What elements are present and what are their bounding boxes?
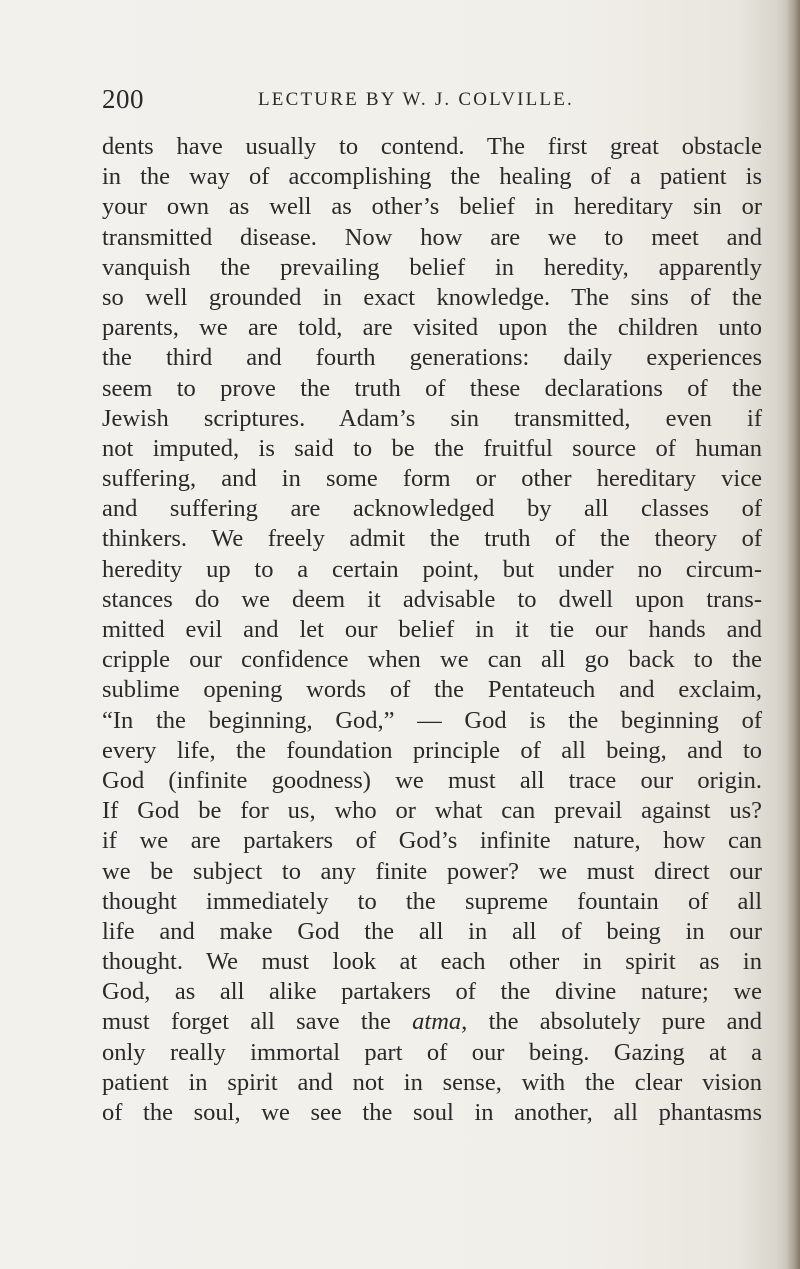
text-line: God (infinite goodness) we must all trace our origin.: [102, 766, 762, 794]
text-line: mitted evil and let our belief in it tie our hands and: [102, 616, 762, 643]
text-line: so well grounded in exact knowledge. The sins of the: [102, 283, 762, 311]
text-line: transmitted disease. Now how are we to meet and: [102, 223, 762, 251]
page-edge-shadow: [786, 0, 800, 1269]
text-line: dents have usually to contend. The first great obstacle: [102, 133, 762, 160]
text-line: not imputed, is said to be the fruitful source of human: [102, 434, 762, 462]
text-line: “In the beginning, God,” — God is the beginning of: [102, 706, 762, 734]
text-line: patient in spirit and not in sense, with the clear vision: [102, 1068, 762, 1096]
text-line: Jewish scriptures. Adam’s sin transmitted, even if: [102, 404, 762, 432]
text-line: of the soul, we see the soul in another, all phantasms: [102, 1099, 762, 1126]
text-line: heredity up to a certain point, but under no circum-: [102, 555, 762, 583]
text-line: every life, the foundation principle of all being, and to: [102, 736, 762, 764]
page-number: 200: [102, 84, 144, 114]
text-line: suffering, and in some form or other hereditary vice: [102, 465, 762, 493]
text-line: vanquish the prevailing belief in heredity, apparently: [102, 253, 762, 281]
italic-word-atma: atma,: [412, 1008, 468, 1036]
running-header: [102, 84, 762, 120]
text-line: sublime opening words of the Pentateuch and exclaim,: [102, 676, 762, 704]
text-line: thought. We must look at each other in spirit as in: [102, 948, 762, 976]
text-line: cripple our confidence when we can all go back to the: [102, 646, 762, 674]
text-line-mixed: [102, 1007, 762, 1037]
text-line: if we are partakers of God’s infinite nature, how can: [102, 827, 762, 855]
text-line: seem to prove the truth of these declarations of the: [102, 374, 762, 402]
text-line: only really immortal part of our being. Gazing at a: [102, 1038, 762, 1066]
text-line: in the way of accomplishing the healing of a patient is: [102, 163, 762, 191]
body-text: [102, 132, 762, 1128]
text-line: life and make God the all in all of being in our: [102, 917, 762, 945]
text-line: the third and fourth generations: daily experiences: [102, 344, 762, 372]
text-segment: must forget all save the: [102, 1008, 391, 1036]
text-segment: the absolutely pure and: [488, 1008, 762, 1036]
header-title: LECTURE BY W. J. COLVILLE.: [258, 89, 574, 110]
text-line: God, as all alike partakers of the divine nature; we: [102, 978, 762, 1006]
text-line: If God be for us, who or what can prevail against us?: [102, 797, 762, 825]
text-line: parents, we are told, are visited upon the children unto: [102, 314, 762, 342]
text-line: stances do we deem it advisable to dwell upon trans-: [102, 585, 762, 613]
text-line: thought immediately to the supreme fountain of all: [102, 887, 762, 915]
text-line: thinkers. We freely admit the truth of the theory of: [102, 525, 762, 553]
text-line: and suffering are acknowledged by all classes of: [102, 495, 762, 523]
text-line: your own as well as other’s belief in hereditary sin or: [102, 193, 762, 221]
text-line: we be subject to any finite power? we must direct our: [102, 857, 762, 885]
